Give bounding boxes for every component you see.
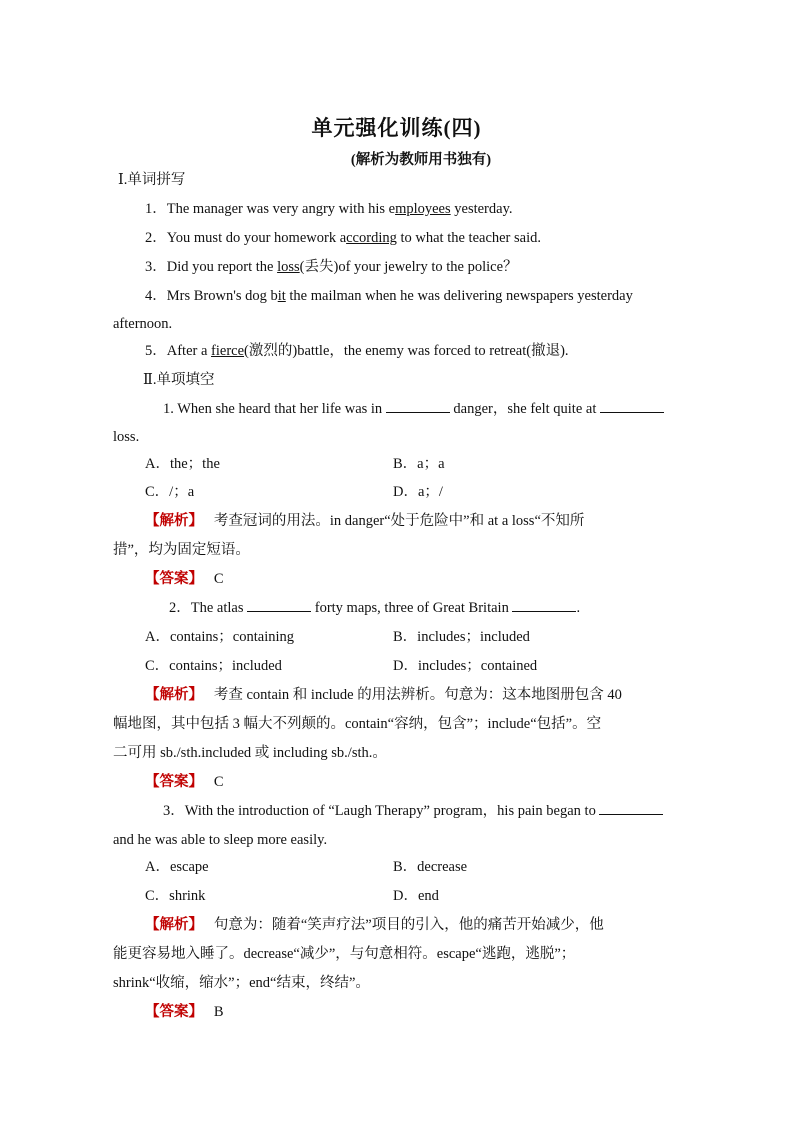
q2-analysis-continued-2: 二可用 sb./sth.included 或 including sb./sth.。 <box>113 745 387 761</box>
answer-label: 【答案】 <box>145 1004 203 1020</box>
question-3-stem-continued: and he was able to sleep more easily. <box>113 832 328 848</box>
page-subtitle: (解析为教师用书独有) <box>350 152 492 168</box>
blank <box>247 598 311 612</box>
q1-analysis-continued: 措”，均为固定短语。 <box>113 542 250 558</box>
q1-answer: 【答案】 C <box>145 571 224 587</box>
spelling-item-4-continued: afternoon. <box>113 316 173 332</box>
question-1-stem: 1. When she heard that her life was in danger，she felt quite at <box>113 399 664 419</box>
spelling-item-3: 3．Did you report the loss(丢失)of your jewelry to the police？ <box>145 259 518 275</box>
answer-label: 【答案】 <box>145 774 203 790</box>
q1-option-c: C．/；a <box>145 484 195 500</box>
blank <box>599 801 663 815</box>
q1-analysis: 【解析】 考查冠词的用法。in danger“处于危险中”和 at a loss“不知所 <box>145 513 585 529</box>
analysis-label: 【解析】 <box>145 513 203 529</box>
blank <box>600 399 664 413</box>
q3-analysis-continued-2: shrink“收缩，缩水”；end“结束，终结”。 <box>113 975 370 991</box>
answer-label: 【答案】 <box>145 571 203 587</box>
spelling-item-1: 1．The manager was very angry with his employees yesterday. <box>145 201 513 217</box>
question-3-stem: 3．With the introduction of “Laugh Therapy” program，his pain began to <box>113 801 663 821</box>
q2-answer: 【答案】 C <box>145 774 224 790</box>
q3-option-d: D．end <box>393 888 439 904</box>
q3-analysis: 【解析】 句意为：随着“笑声疗法”项目的引入，他的痛苦开始减少，他 <box>145 917 604 933</box>
q2-option-a: A．contains；containing <box>145 629 295 645</box>
q2-analysis: 【解析】 考查 contain 和 include 的用法辨析。句意为：这本地图册包含 40 <box>145 687 622 703</box>
q3-option-c: C．shrink <box>145 888 206 904</box>
page-title: 单元强化训练(四) <box>311 116 482 140</box>
question-1-stem-continued: loss. <box>113 429 140 445</box>
spelling-item-2: 2．You must do your homework according to what the teacher said. <box>145 230 541 246</box>
q3-option-b: B．decrease <box>393 859 468 875</box>
analysis-label: 【解析】 <box>145 917 203 933</box>
q3-analysis-continued: 能更容易地入睡了。decrease“减少”，与句意相符。escape“逃跑，逃脱”； <box>113 946 576 962</box>
q2-option-b: B．includes；included <box>393 629 530 645</box>
q3-option-a: A．escape <box>145 859 209 875</box>
question-2-stem: 2．The atlas forty maps, three of Great Britain . <box>169 600 581 616</box>
section-heading-multiple-choice: Ⅱ.单项填空 <box>143 372 215 388</box>
spelling-item-4: 4．Mrs Brown's dog bit the mailman when he was delivering newspapers yesterday <box>145 288 633 304</box>
blank <box>386 399 450 413</box>
spelling-item-5: 5．After a fierce(激烈的)battle，the enemy was forced to retreat(撤退). <box>145 343 569 359</box>
q1-option-d: D．a；/ <box>393 484 443 500</box>
q1-option-a: A．the；the <box>145 456 220 472</box>
blank <box>512 598 576 612</box>
q3-answer: 【答案】 B <box>145 1004 224 1020</box>
q2-option-c: C．contains；included <box>145 658 282 674</box>
section-heading-spelling: Ⅰ.单词拼写 <box>118 172 186 188</box>
analysis-label: 【解析】 <box>145 687 203 703</box>
q1-option-b: B．a；a <box>393 456 445 472</box>
q2-option-d: D．includes；contained <box>393 658 538 674</box>
q2-analysis-continued: 幅地图，其中包括 3 幅大不列颠的。contain“容纳，包含”；include“包括”。空 <box>113 716 602 732</box>
